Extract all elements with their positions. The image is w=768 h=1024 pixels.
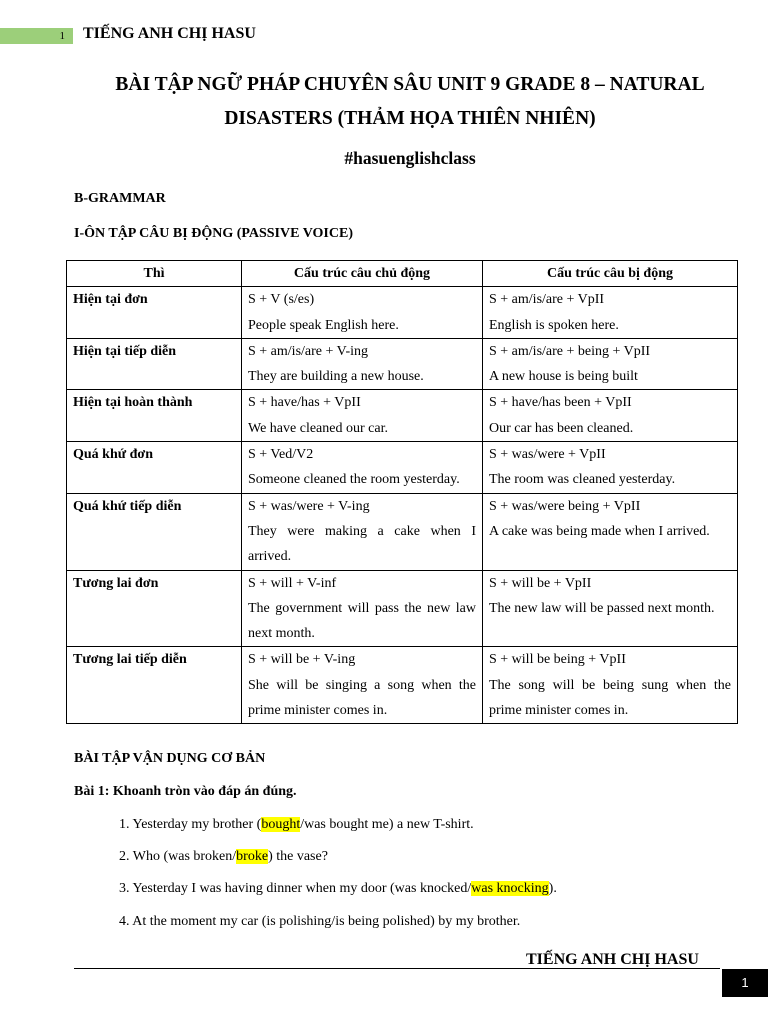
active-formula: S + V (s/es) [248, 292, 315, 308]
table-row [67, 647, 738, 724]
document-title [60, 68, 760, 136]
header-active: Cấu trúc câu chủ động [242, 261, 483, 287]
active-cell [242, 647, 483, 724]
tense-cell: Tương lai đơn [67, 570, 242, 647]
passive-formula: S + am/is/are + VpII [489, 292, 605, 308]
passive-cell [483, 338, 738, 390]
question-4: 4. At the moment my car (is polishing/is being polished) by my brother. [119, 914, 521, 929]
practice-heading: BÀI TẬP VẬN DỤNG CƠ BẢN [74, 751, 266, 766]
active-formula: S + Ved/V2 [248, 447, 314, 463]
question-1-post: /was bought me) a new T-shirt. [300, 817, 474, 832]
question-2 [119, 849, 328, 865]
active-example: The government will pass the new law next month. [248, 600, 476, 642]
tense-cell: Quá khứ đơn [67, 442, 242, 494]
passive-example: A new house is being built [489, 369, 638, 385]
passive-example: A cake was being made when I arrived. [489, 523, 710, 539]
active-example: Someone cleaned the room yesterday. [248, 472, 460, 488]
question-1-highlight: bought [261, 817, 301, 832]
passive-cell [483, 493, 738, 570]
passive-example: English is spoken here. [489, 317, 619, 333]
question-2-post: ) the vase? [268, 849, 328, 864]
active-formula: S + am/is/are + V-ing [248, 343, 369, 359]
active-example: They were making a cake when I arrived. [248, 523, 476, 565]
footer-title: TIẾNG ANH CHỊ HASU [526, 951, 699, 968]
footer-divider [74, 968, 720, 969]
header-tense: Thì [67, 261, 242, 287]
active-cell [242, 493, 483, 570]
question-2-highlight: broke [236, 849, 269, 864]
passive-formula: S + was/were + VpII [489, 447, 606, 463]
active-cell [242, 390, 483, 442]
tense-cell: Quá khứ tiếp diễn [67, 493, 242, 570]
active-example: People speak English here. [248, 317, 399, 333]
active-formula: S + will + V-inf [248, 575, 337, 591]
active-formula: S + will be + V-ing [248, 652, 356, 668]
footer-page-number: 1 [722, 969, 768, 997]
document-title-line-2: DISASTERS (THẢM HỌA THIÊN NHIÊN) [224, 108, 596, 129]
passive-cell [483, 647, 738, 724]
active-cell [242, 442, 483, 494]
active-example: We have cleaned our car. [248, 420, 388, 436]
passive-example: The song will be being sung when the prime minister comes in. [489, 677, 731, 719]
passive-formula: S + will be being + VpII [489, 652, 626, 668]
table-row [67, 287, 738, 339]
table-row [67, 570, 738, 647]
active-example: She will be singing a song when the prime minister comes in. [248, 677, 476, 719]
passive-example: The room was cleaned yesterday. [489, 472, 676, 488]
table-header-row [67, 261, 738, 287]
passive-cell [483, 287, 738, 339]
passive-formula: S + will be + VpII [489, 575, 592, 591]
active-cell [242, 287, 483, 339]
document-title-line-1: BÀI TẬP NGỮ PHÁP CHUYÊN SÂU UNIT 9 GRADE 8 – NATURAL [115, 74, 705, 95]
hashtag: #hasuenglishclass [344, 148, 476, 168]
active-formula: S + was/were + V-ing [248, 498, 370, 514]
tense-cell: Tương lai tiếp diễn [67, 647, 242, 724]
table-row [67, 493, 738, 570]
question-1 [119, 817, 474, 833]
question-1-pre: 1. Yesterday my brother ( [119, 817, 262, 832]
table-row [67, 390, 738, 442]
active-cell [242, 338, 483, 390]
tense-cell: Hiện tại tiếp diễn [67, 338, 242, 390]
active-formula: S + have/has + VpII [248, 395, 361, 411]
passive-voice-table [66, 260, 738, 724]
passive-cell [483, 570, 738, 647]
question-3-pre: 3. Yesterday I was having dinner when my door (was knocked/ [119, 881, 472, 896]
question-3-post: ). [548, 881, 557, 896]
active-cell [242, 570, 483, 647]
passive-cell [483, 390, 738, 442]
question-3 [119, 881, 557, 897]
table-row [67, 442, 738, 494]
passive-formula: S + have/has been + VpII [489, 395, 632, 411]
header-page-number: 1 [0, 28, 73, 44]
tense-cell: Hiện tại đơn [67, 287, 242, 339]
active-example: They are building a new house. [248, 369, 424, 385]
passive-example: Our car has been cleaned. [489, 420, 634, 436]
task-1-instruction: Bài 1: Khoanh tròn vào đáp án đúng. [74, 784, 297, 799]
question-3-highlight: was knocking [471, 881, 549, 896]
section-passive-voice: I-ÔN TẬP CÂU BỊ ĐỘNG (PASSIVE VOICE) [74, 226, 353, 241]
header-passive: Cấu trúc câu bị động [483, 261, 738, 287]
question-2-pre: 2. Who (was broken/ [119, 849, 237, 864]
passive-example: The new law will be passed next month. [489, 600, 715, 616]
section-b-grammar: B-GRAMMAR [74, 191, 166, 206]
passive-cell [483, 442, 738, 494]
passive-formula: S + am/is/are + being + VpII [489, 343, 651, 359]
table-row [67, 338, 738, 390]
passive-formula: S + was/were being + VpII [489, 498, 641, 514]
tense-cell: Hiện tại hoàn thành [67, 390, 242, 442]
header-title: TIẾNG ANH CHỊ HASU [83, 25, 256, 42]
